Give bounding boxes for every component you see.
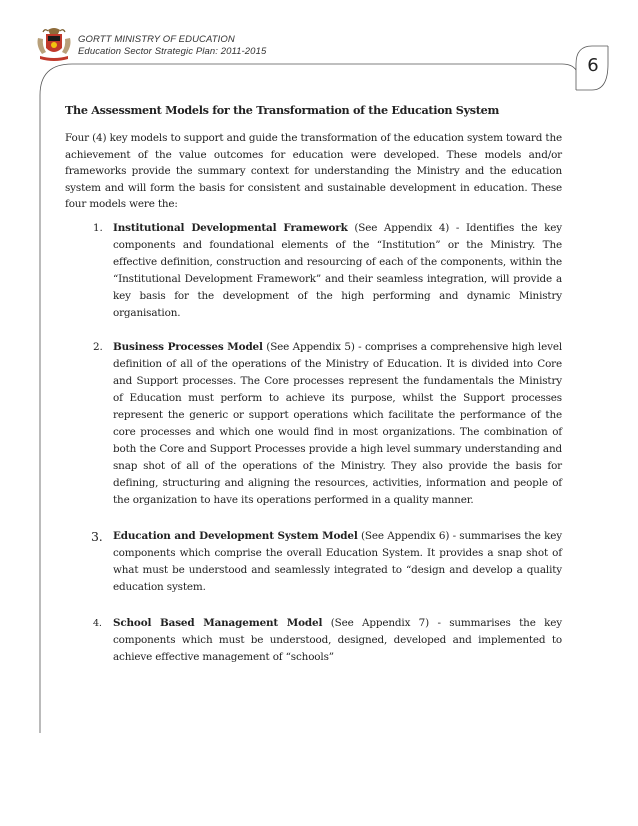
page-number: 6 xyxy=(587,55,599,76)
model-name: Education and Development System Model xyxy=(113,529,358,542)
list-item-school-based-management xyxy=(65,615,562,666)
coat-of-arms-icon xyxy=(34,26,74,62)
model-name: Business Processes Model xyxy=(113,340,263,353)
list-item-number: 3. xyxy=(91,528,103,544)
document-header xyxy=(78,34,266,58)
model-description: (See Appendix 7) - summarises the key components which must be understood, designed, developed and implemented to achieve effective management of “schools” xyxy=(113,616,562,663)
header-subtitle: Education Sector Strategic Plan: 2011-2015 xyxy=(78,46,267,57)
model-name: School Based Management Model xyxy=(113,616,323,629)
list-item-number: 4. xyxy=(93,617,102,629)
model-name: Institutional Developmental Framework xyxy=(113,221,348,234)
intro-paragraph: Four (4) key models to support and guide the transformation of the education system toward the achievement of the value outcomes for education were developed. These models and/or frameworks provide the summary context for understanding the Ministry and the education system and will form the basis for consistent and sustainable development in education. These four models were the: xyxy=(65,132,562,211)
section-heading: The Assessment Models for the Transformation of the Education System xyxy=(65,103,500,117)
list-item-number: 1. xyxy=(93,221,103,234)
list-item-number: 2. xyxy=(93,340,103,353)
models-list xyxy=(65,220,562,666)
model-description: (See Appendix 6) - summarises the key components which comprise the overall Education System. It provides a snap shot of what must be understood and seamlessly integrated to “design and develop a quality education system. xyxy=(113,529,562,593)
model-description: (See Appendix 4) - Identifies the key components and foundational elements of the “Institution” or the Ministry. The effective definition, construction and resourcing of each of the components, within the “Institutional Development Framework” and their seamless integration, will provide a key basis for the development of the high performing and dynamic Ministry organisation. xyxy=(113,221,562,319)
list-item-business-processes xyxy=(65,339,562,509)
list-item-institutional-framework xyxy=(65,220,562,322)
list-item-education-system xyxy=(65,528,562,596)
model-description: (See Appendix 5) - comprises a comprehensive high level definition of all of the operations of the Ministry of Education. It is divided into Core and Support processes. The Core processes represent the fundamentals the Ministry of Education must perform to achieve its purpose, whilst the Support processes represent the generic or support operations which facilitate the performance of the core processes and which one would find in most organizations. The combination of both the Core and Support Processes provide a high level summary understanding and snap shot of all of the operations of the Ministry. They also provide the basis for defining, structuring and aligning the resources, activities, information and people of the organization to have its operations performed in a quality manner. xyxy=(113,340,562,506)
page-content xyxy=(65,103,562,666)
header-organization: GORTT MINISTRY OF EDUCATION xyxy=(78,34,235,45)
